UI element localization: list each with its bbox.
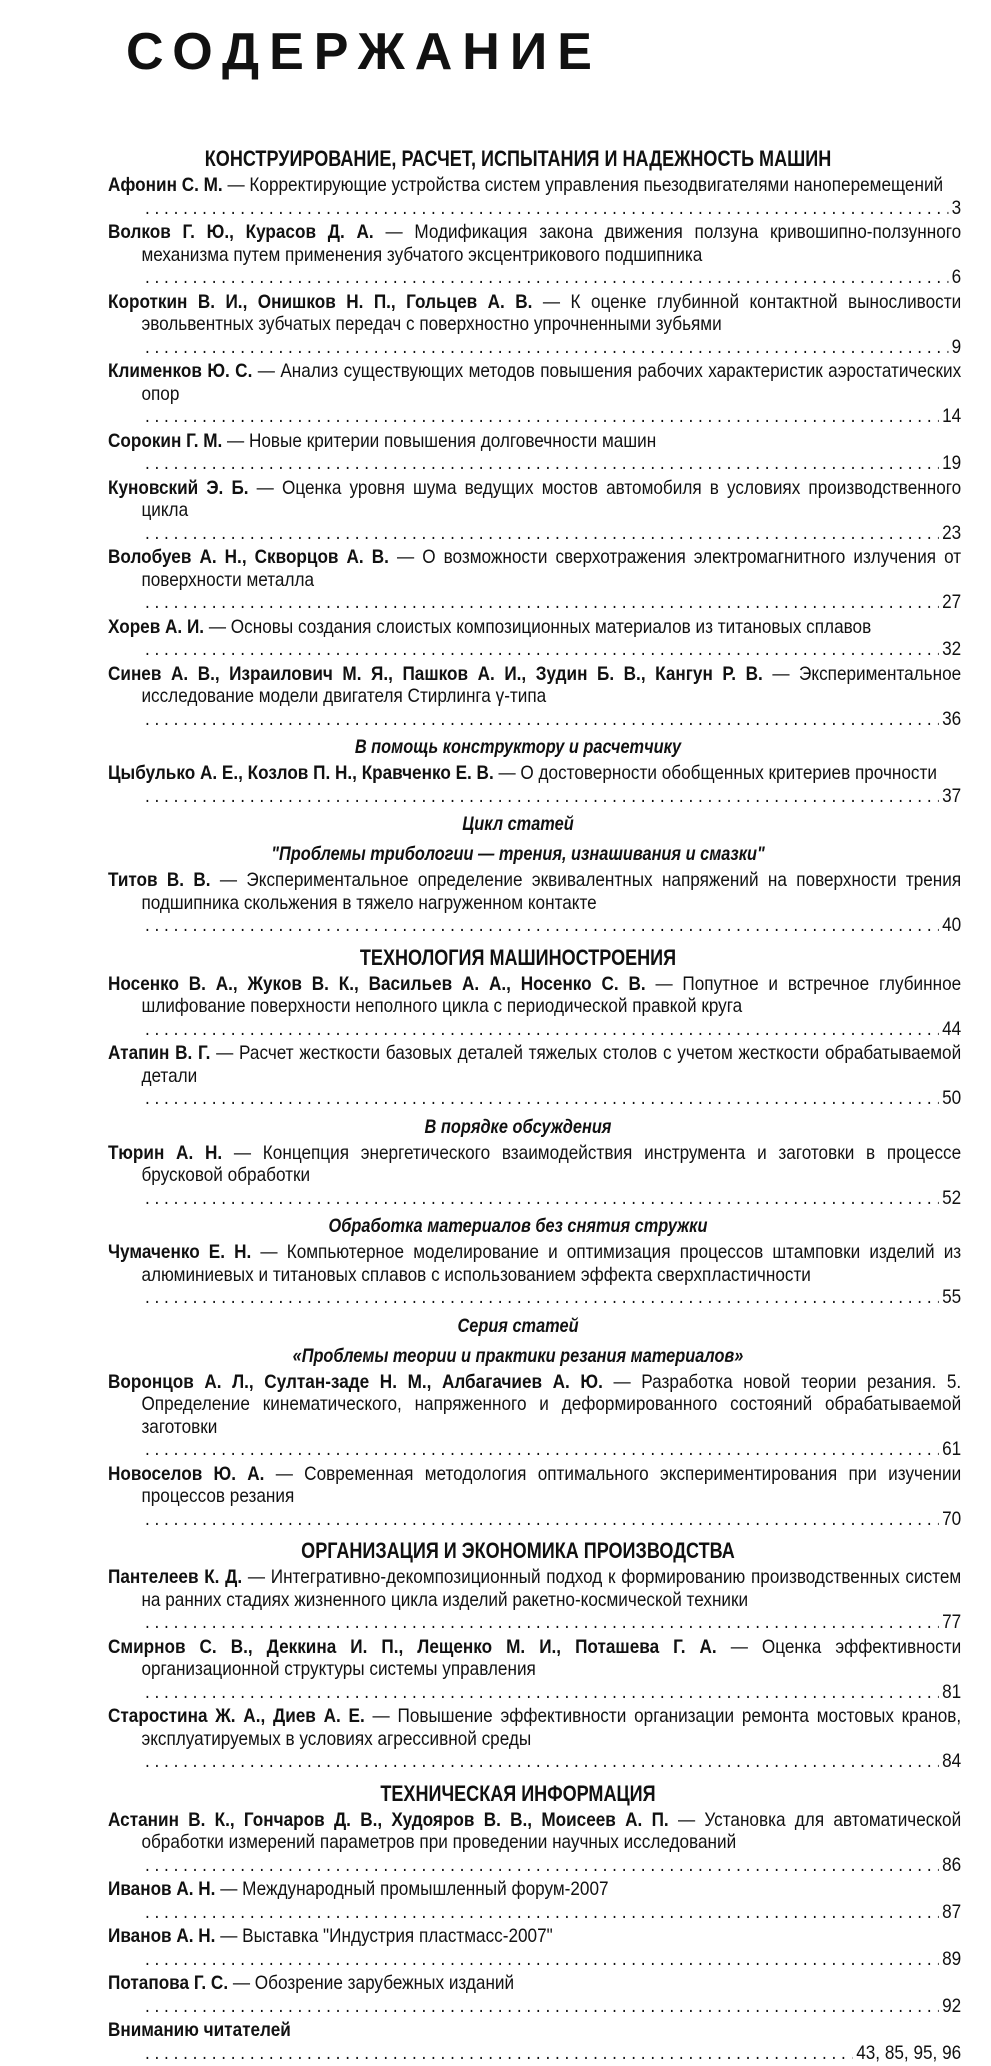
entry-title: Оценка уровня шума ведущих мостов автомобиля в условиях производственного цикла	[141, 476, 962, 521]
page-line	[141, 1438, 961, 1461]
page-line	[141, 266, 961, 289]
entry-authors: Воронцов А. Л., Султан-заде Н. М., Албагачиев А. Ю.	[108, 1370, 603, 1393]
entry-page: 86	[942, 1853, 962, 1876]
subsection-heading: В помощь конструктору и расчетчику	[354, 737, 682, 758]
page-title: СОДЕРЖАНИЕ	[126, 23, 602, 81]
entry-authors: Синев А. В., Израилович М. Я., Пашков А. И., Зудин Б. В., Кангун Р. В.	[108, 662, 763, 685]
entry-authors: Пантелеев К. Д.	[108, 1566, 243, 1588]
entry-authors: Короткин В. И., Онишков Н. П., Гольцев А. В.	[108, 290, 533, 313]
page-line	[141, 1187, 961, 1210]
entry-title: Оценка эффективности организационной структуры системы управления	[141, 1635, 962, 1680]
entry-page: 37	[942, 784, 962, 807]
page-line	[141, 2042, 961, 2065]
entry-title: Интегративно-декомпозиционный подход к формированию производственных систем на ранних стадиях жизненного цикла изделий ракетно-космической техники	[141, 1566, 962, 1611]
entry-title: Международный промышленный форум-2007	[242, 1878, 609, 1900]
subsection-heading: Обработка материалов без снятия стружки	[328, 1216, 708, 1237]
entry-title: Современная методология оптимального экспериментирования при изучении процессов резания	[141, 1462, 962, 1507]
entry-title: Расчет жесткости базовых деталей тяжелых столов с учетом жесткости обрабатываемой детали	[141, 1042, 962, 1087]
toc-entry[interactable]: Афонин С. М. — Корректирующие устройства систем управления пьезодвигателями наноперемещений . . . 3	[108, 174, 961, 219]
page-line	[141, 785, 961, 808]
entry-title: Попутное и встречное глубинное шлифование поверхности неполного цикла с периодической правкой круга	[141, 972, 962, 1017]
section-heading: ТЕХНИЧЕСКАЯ ИНФОРМАЦИЯ	[380, 1780, 656, 1806]
entry-page: 9	[951, 335, 962, 358]
entry-title: Разработка новой теории резания. 5. Определение кинематического, напряженного и деформированного состояний обрабатываемой заготовки	[141, 1370, 962, 1438]
entry-authors: Куновский Э. Б.	[108, 476, 249, 499]
dot-leader	[145, 1995, 939, 2018]
dot-leader	[145, 1681, 939, 1704]
entry-page: 3	[951, 196, 962, 219]
page-line	[141, 591, 961, 614]
page-line	[141, 405, 961, 428]
entry-authors: Волков Г. Ю., Курасов Д. А.	[108, 221, 374, 243]
entry-page: 84	[942, 1750, 962, 1772]
entry-title: Основы создания слоистых композиционных материалов из титановых сплавов	[230, 615, 872, 638]
dot-leader	[145, 2042, 853, 2065]
dot-leader	[145, 1187, 939, 1210]
toc-entry[interactable]: Волков Г. Ю., Курасов Д. А. — Модификация закона движения ползуна кривошипно-ползунного механизма путем применения зубчатого эксцентрикового подшипника . . . 6	[108, 221, 961, 289]
dot-leader	[145, 1611, 939, 1634]
entry-title: К оценке глубинной контактной выносливости эвольвентных зубчатых передач с поверхностно упрочненными зубьями	[141, 290, 962, 335]
toc-entry[interactable]: Куновский Э. Б. — Оценка уровня шума ведущих мостов автомобиля в условиях производственного цикла . . . 23	[108, 477, 961, 545]
dot-leader	[145, 708, 939, 731]
entry-page: 43, 85, 95, 96	[856, 2041, 962, 2064]
entry-title: Выставка "Индустрия пластмасс-2007"	[242, 1925, 553, 1947]
entry-page: 19	[942, 452, 962, 474]
page-line	[141, 1995, 961, 2018]
dot-leader	[145, 591, 939, 614]
entry-authors: Титов В. В.	[108, 869, 211, 891]
entry-authors: Вниманию читателей	[108, 2019, 291, 2041]
page-line	[141, 1087, 961, 1110]
section-heading: ОРГАНИЗАЦИЯ И ЭКОНОМИКА ПРОИЗВОДСТВА	[301, 1538, 735, 1563]
entry-page: 55	[942, 1286, 962, 1308]
subsection-heading: Серия статей	[457, 1315, 579, 1337]
page-line	[141, 522, 961, 545]
table-of-contents	[108, 138, 962, 2066]
toc-entry[interactable]: Сорокин Г. М. — Новые критерии повышения долговечности машин . . . 19	[108, 430, 961, 475]
page-line	[141, 1854, 961, 1877]
entry-title: Компьютерное моделирование и оптимизация процессов штамповки изделий из алюминиевых и титановых сплавов с использованием эффекта сверхпластичности	[141, 1241, 962, 1286]
entry-authors: Атапин В. Г.	[108, 1042, 211, 1064]
toc-entry[interactable]: Воронцов А. Л., Султан-заде Н. М., Албагачиев А. Ю. — Разработка новой теории резания. 5. Определение кинематического, напряженного и деформированного состояний обрабатываемой заготовки . . . 61	[108, 1371, 961, 1461]
entry-page: 44	[942, 1017, 962, 1040]
page-line	[141, 1611, 961, 1634]
entry-title: Обозрение зарубежных изданий	[254, 1972, 515, 1994]
dot-leader	[145, 1438, 939, 1461]
entry-authors: Тюрин А. Н.	[108, 1141, 223, 1164]
entry-title: Анализ существующих методов повышения рабочих характеристик аэростатических опор	[141, 360, 962, 405]
page-line	[141, 1948, 961, 1971]
toc-entry[interactable]: Старостина Ж. А., Диев А. Е. — Повышение эффективности организации ремонта мостовых кранов, эксплуатируемых в условиях агрессивной среды . . . 84	[108, 1705, 961, 1773]
entry-title: Модификация закона движения ползуна кривошипно-ползунного механизма путем применения зубчатого эксцентрикового подшипника	[141, 221, 962, 266]
toc-entry[interactable]: Клименков Ю. С. — Анализ существующих методов повышения рабочих характеристик аэростатических опор . . . 14	[108, 360, 961, 428]
toc-entry[interactable]: Смирнов С. В., Деккина И. П., Лещенко М. И., Поташева Г. А. — Оценка эффективности организационной структуры системы управления . . . 81	[108, 1636, 961, 1704]
toc-entry[interactable]: Пантелеев К. Д. — Интегративно-декомпозиционный подход к формированию производственных систем на ранних стадиях жизненного цикла изделий ракетно-космической техники . . . 77	[108, 1566, 961, 1634]
entry-page: 89	[942, 1947, 962, 1970]
dot-leader	[145, 785, 939, 808]
entry-page: 87	[942, 1900, 962, 1923]
entry-authors: Волобуев А. Н., Скворцов А. В.	[108, 546, 389, 568]
entry-authors: Потапова Г. С.	[108, 1972, 229, 1994]
dot-leader	[145, 522, 939, 545]
entry-page: 36	[942, 707, 962, 730]
entry-authors: Смирнов С. В., Деккина И. П., Лещенко М. И., Поташева Г. А.	[108, 1635, 717, 1658]
entry-authors: Астанин В. К., Гончаров Д. В., Худояров В. В., Моисеев А. П.	[108, 1808, 669, 1831]
entry-title: Новые критерии повышения долговечности машин	[248, 429, 657, 452]
section-heading: ТЕХНОЛОГИЯ МАШИНОСТРОЕНИЯ	[359, 944, 677, 970]
toc-entry[interactable]: Атапин В. Г. — Расчет жесткости базовых деталей тяжелых столов с учетом жесткости обрабатываемой детали . . . 50	[108, 1042, 961, 1110]
entry-page: 92	[942, 1994, 962, 2017]
page-line	[141, 1508, 961, 1531]
entry-authors: Чумаченко Е. Н.	[108, 1241, 252, 1263]
entry-page: 70	[942, 1507, 962, 1530]
toc-entry[interactable]: Тюрин А. Н. — Концепция энергетического взаимодействия инструмента и заготовки в процессе брусковой обработки . . . 52	[108, 1142, 961, 1210]
toc-entry[interactable]: Носенко В. А., Жуков В. К., Васильев А. А., Носенко С. В. — Попутное и встречное глубинное шлифование поверхности неполного цикла с периодической правкой круга . . . 44	[108, 973, 961, 1041]
entry-page: 14	[942, 405, 962, 427]
toc-entry[interactable]: Потапова Г. С. — Обозрение зарубежных изданий . . . 92	[108, 1972, 961, 2017]
entry-title: Экспериментальное исследование модели двигателя Стирлинга γ-типа	[141, 662, 962, 707]
dot-leader	[145, 1018, 939, 1041]
dot-leader	[145, 197, 948, 220]
entry-page: 27	[942, 591, 962, 613]
dot-leader	[145, 1508, 939, 1531]
entry-title: Повышение эффективности организации ремонта мостовых кранов, эксплуатируемых в условиях агрессивной среды	[141, 1705, 962, 1750]
toc-entry[interactable]: Титов В. В. — Экспериментальное определение эквивалентных напряжений на поверхности трения подшипника скольжения в тяжело нагруженном контакте . . . 40	[108, 869, 961, 937]
entry-page: 23	[942, 521, 962, 544]
toc-entry[interactable]: Цыбулько А. Е., Козлов П. Н., Кравченко Е. В. — О достоверности обобщенных критериев прочности . . . 37	[108, 762, 961, 807]
entry-page: 77	[942, 1611, 962, 1633]
entry-title: Корректирующие устройства систем управления пьезодвигателями наноперемещений	[249, 174, 944, 196]
toc-entry[interactable]	[108, 2019, 961, 2064]
toc-entry[interactable]: Синев А. В., Израилович М. Я., Пашков А. И., Зудин Б. В., Кангун Р. В. — Экспериментальное исследование модели двигателя Стирлинга γ-типа . . . 36	[108, 663, 961, 731]
page-line	[141, 708, 961, 731]
entry-page: 81	[942, 1680, 962, 1703]
dot-leader	[145, 1948, 939, 1971]
dot-leader	[145, 1286, 939, 1309]
entry-title: О возможности сверхотражения электромагнитного излучения от поверхности металла	[141, 546, 962, 591]
entry-authors: Иванов А. Н.	[108, 1925, 216, 1947]
page-line	[141, 1018, 961, 1041]
dot-leader	[145, 1750, 939, 1773]
entry-authors: Афонин С. М.	[108, 174, 223, 196]
subsection-heading: «Проблемы теории и практики резания материалов»	[292, 1345, 744, 1367]
page-line	[141, 1286, 961, 1309]
page-line	[141, 452, 961, 475]
entry-authors: Сорокин Г. М.	[108, 429, 223, 452]
page-line	[141, 1750, 961, 1773]
dot-leader	[145, 266, 948, 289]
page-line	[141, 638, 961, 661]
entry-authors: Новоселов Ю. А.	[108, 1462, 265, 1485]
entry-authors: Цыбулько А. Е., Козлов П. Н., Кравченко Е. В.	[108, 762, 494, 784]
page-line	[141, 1681, 961, 1704]
dot-leader	[145, 914, 939, 937]
section-heading: КОНСТРУИРОВАНИЕ, РАСЧЕТ, ИСПЫТАНИЯ И НАДЕЖНОСТЬ МАШИН	[204, 146, 832, 171]
subsection-heading: Цикл статей	[462, 814, 574, 835]
toc-entry[interactable]: Новоселов Ю. А. — Современная методология оптимального экспериментирования при изучении процессов резания . . . 70	[108, 1463, 961, 1531]
dot-leader	[145, 638, 939, 661]
subsection-heading: "Проблемы трибологии — трения, изнашивания и смазки"	[271, 844, 765, 865]
toc-entry[interactable]: Иванов А. Н. — Выставка "Индустрия пластмасс-2007" . . . 89	[108, 1925, 961, 1970]
entry-authors: Носенко В. А., Жуков В. К., Васильев А. А., Носенко С. В.	[108, 972, 646, 995]
entry-authors: Иванов А. Н.	[108, 1878, 216, 1900]
toc-entry[interactable]: Хорев А. И. — Основы создания слоистых композиционных материалов из титановых сплавов . . . 32	[108, 616, 961, 661]
toc-entry[interactable]: Иванов А. Н. — Международный промышленный форум-2007 . . . 87	[108, 1878, 961, 1923]
entry-page: 52	[942, 1186, 962, 1209]
entry-page: 50	[942, 1087, 962, 1109]
page-line	[141, 336, 961, 359]
dot-leader	[145, 1087, 939, 1110]
entry-title: О достоверности обобщенных критериев прочности	[520, 762, 937, 784]
entry-page: 61	[942, 1438, 962, 1460]
entry-title: Экспериментальное определение эквивалентных напряжений на поверхности трения подшипника скольжения в тяжело нагруженном контакте	[141, 869, 962, 914]
dot-leader	[145, 452, 939, 475]
entry-authors: Старостина Ж. А., Диев А. Е.	[108, 1705, 365, 1727]
dot-leader	[145, 336, 948, 359]
toc-entry[interactable]: Чумаченко Е. Н. — Компьютерное моделирование и оптимизация процессов штамповки изделий из алюминиевых и титановых сплавов с использованием эффекта сверхпластичности . . . 55	[108, 1241, 961, 1309]
page-line	[141, 914, 961, 937]
entry-page: 6	[951, 266, 962, 288]
toc-entry[interactable]: Короткин В. И., Онишков Н. П., Гольцев А. В. — К оценке глубинной контактной выносливости эвольвентных зубчатых передач с поверхностно упрочненными зубьями . . . 9	[108, 291, 961, 359]
entry-title: Концепция энергетического взаимодействия инструмента и заготовки в процессе брусковой обработки	[141, 1141, 962, 1186]
entry-page: 32	[942, 638, 962, 660]
dot-leader	[145, 1854, 939, 1877]
entry-page: 40	[942, 914, 962, 936]
toc-entry[interactable]: Волобуев А. Н., Скворцов А. В. — О возможности сверхотражения электромагнитного излучения от поверхности металла . . . 27	[108, 546, 961, 614]
entry-authors: Клименков Ю. С.	[108, 360, 253, 382]
toc-entry[interactable]: Астанин В. К., Гончаров Д. В., Худояров В. В., Моисеев А. П. — Установка для автоматической обработки измерений параметров при проведении научных исследований . . . 86	[108, 1809, 961, 1877]
entry-title: Установка для автоматической обработки измерений параметров при проведении научных исследований	[141, 1808, 962, 1853]
entry-authors: Хорев А. И.	[108, 615, 205, 638]
subsection-heading: В порядке обсуждения	[424, 1116, 612, 1138]
page-line	[141, 197, 961, 220]
dot-leader	[145, 405, 939, 428]
